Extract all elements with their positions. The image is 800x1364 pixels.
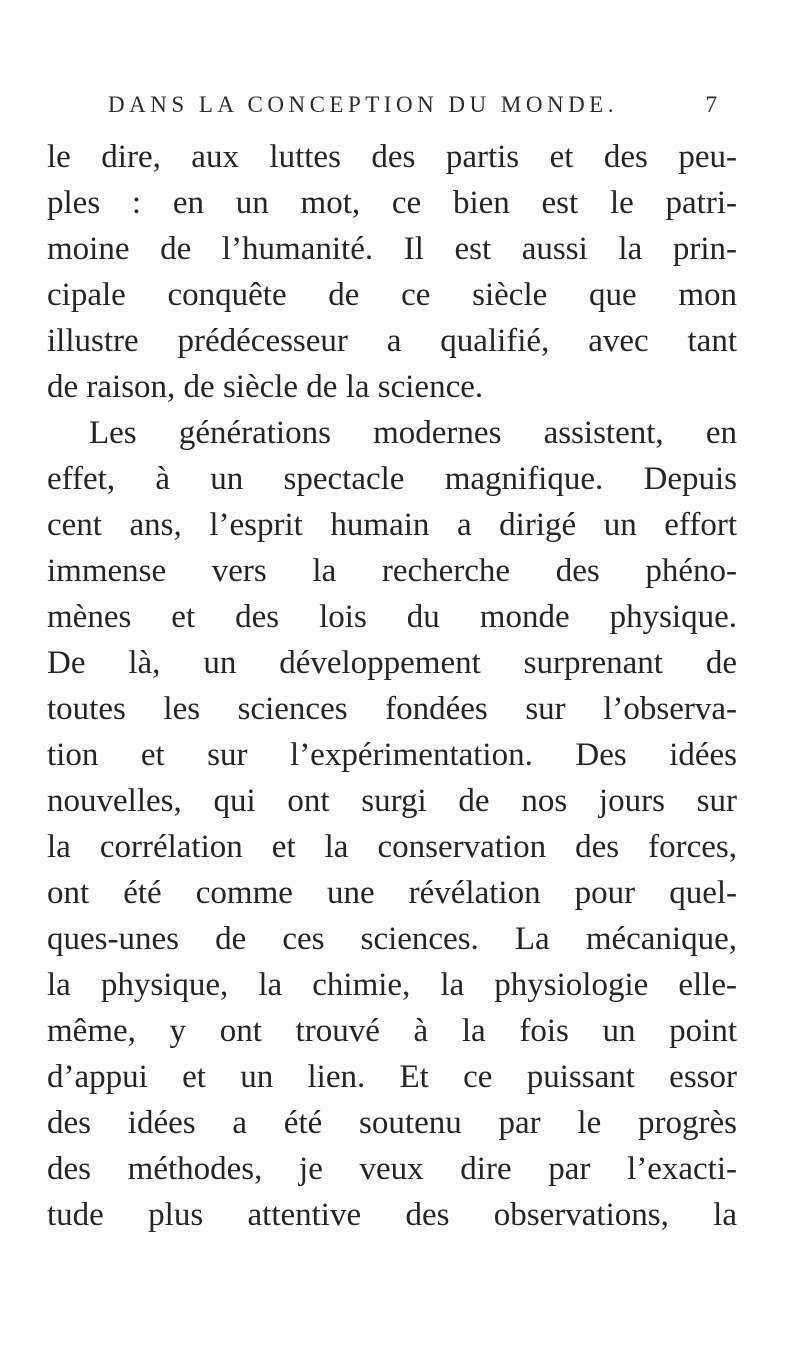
text-line: toutes les sciences fondées sur l’observa- bbox=[47, 691, 737, 727]
text-line: le dire, aux luttes des partis et des peu- bbox=[47, 139, 737, 175]
page-number: 7 bbox=[705, 92, 722, 117]
text-line: tude plus attentive des observations, la bbox=[47, 1197, 737, 1233]
text-line: de raison, de siècle de la science. bbox=[47, 369, 484, 405]
running-head bbox=[108, 92, 722, 118]
text-line: De là, un développement surprenant de bbox=[47, 645, 737, 681]
running-head-title: DANS LA CONCEPTION DU MONDE. bbox=[108, 92, 618, 117]
text-line: ples : en un mot, ce bien est le patri- bbox=[47, 185, 737, 221]
text-line: effet, à un spectacle magnifique. Depuis bbox=[47, 461, 737, 497]
text-line: immense vers la recherche des phéno- bbox=[47, 553, 737, 589]
text-line: ques-unes de ces sciences. La mécanique, bbox=[47, 921, 737, 957]
text-line: nouvelles, qui ont surgi de nos jours sur bbox=[47, 783, 737, 819]
text-line: des méthodes, je veux dire par l’exacti- bbox=[47, 1151, 737, 1187]
text-line: illustre prédécesseur a qualifié, avec tant bbox=[47, 323, 737, 359]
text-line: moine de l’humanité. Il est aussi la prin- bbox=[47, 231, 737, 267]
text-line: la physique, la chimie, la physiologie elle- bbox=[47, 967, 737, 1003]
text-line: Les générations modernes assistent, en bbox=[89, 415, 737, 451]
text-line: ont été comme une révélation pour quel- bbox=[47, 875, 737, 911]
text-line: des idées a été soutenu par le progrès bbox=[47, 1105, 737, 1141]
text-line: même, y ont trouvé à la fois un point bbox=[47, 1013, 737, 1049]
text-line: la corrélation et la conservation des forces, bbox=[47, 829, 737, 865]
text-line: cent ans, l’esprit humain a dirigé un effort bbox=[47, 507, 737, 543]
text-line: cipale conquête de ce siècle que mon bbox=[47, 277, 737, 313]
text-line: mènes et des lois du monde physique. bbox=[47, 599, 737, 635]
text-line: tion et sur l’expérimentation. Des idées bbox=[47, 737, 737, 773]
body-text bbox=[47, 134, 737, 1238]
text-line: d’appui et un lien. Et ce puissant essor bbox=[47, 1059, 737, 1095]
